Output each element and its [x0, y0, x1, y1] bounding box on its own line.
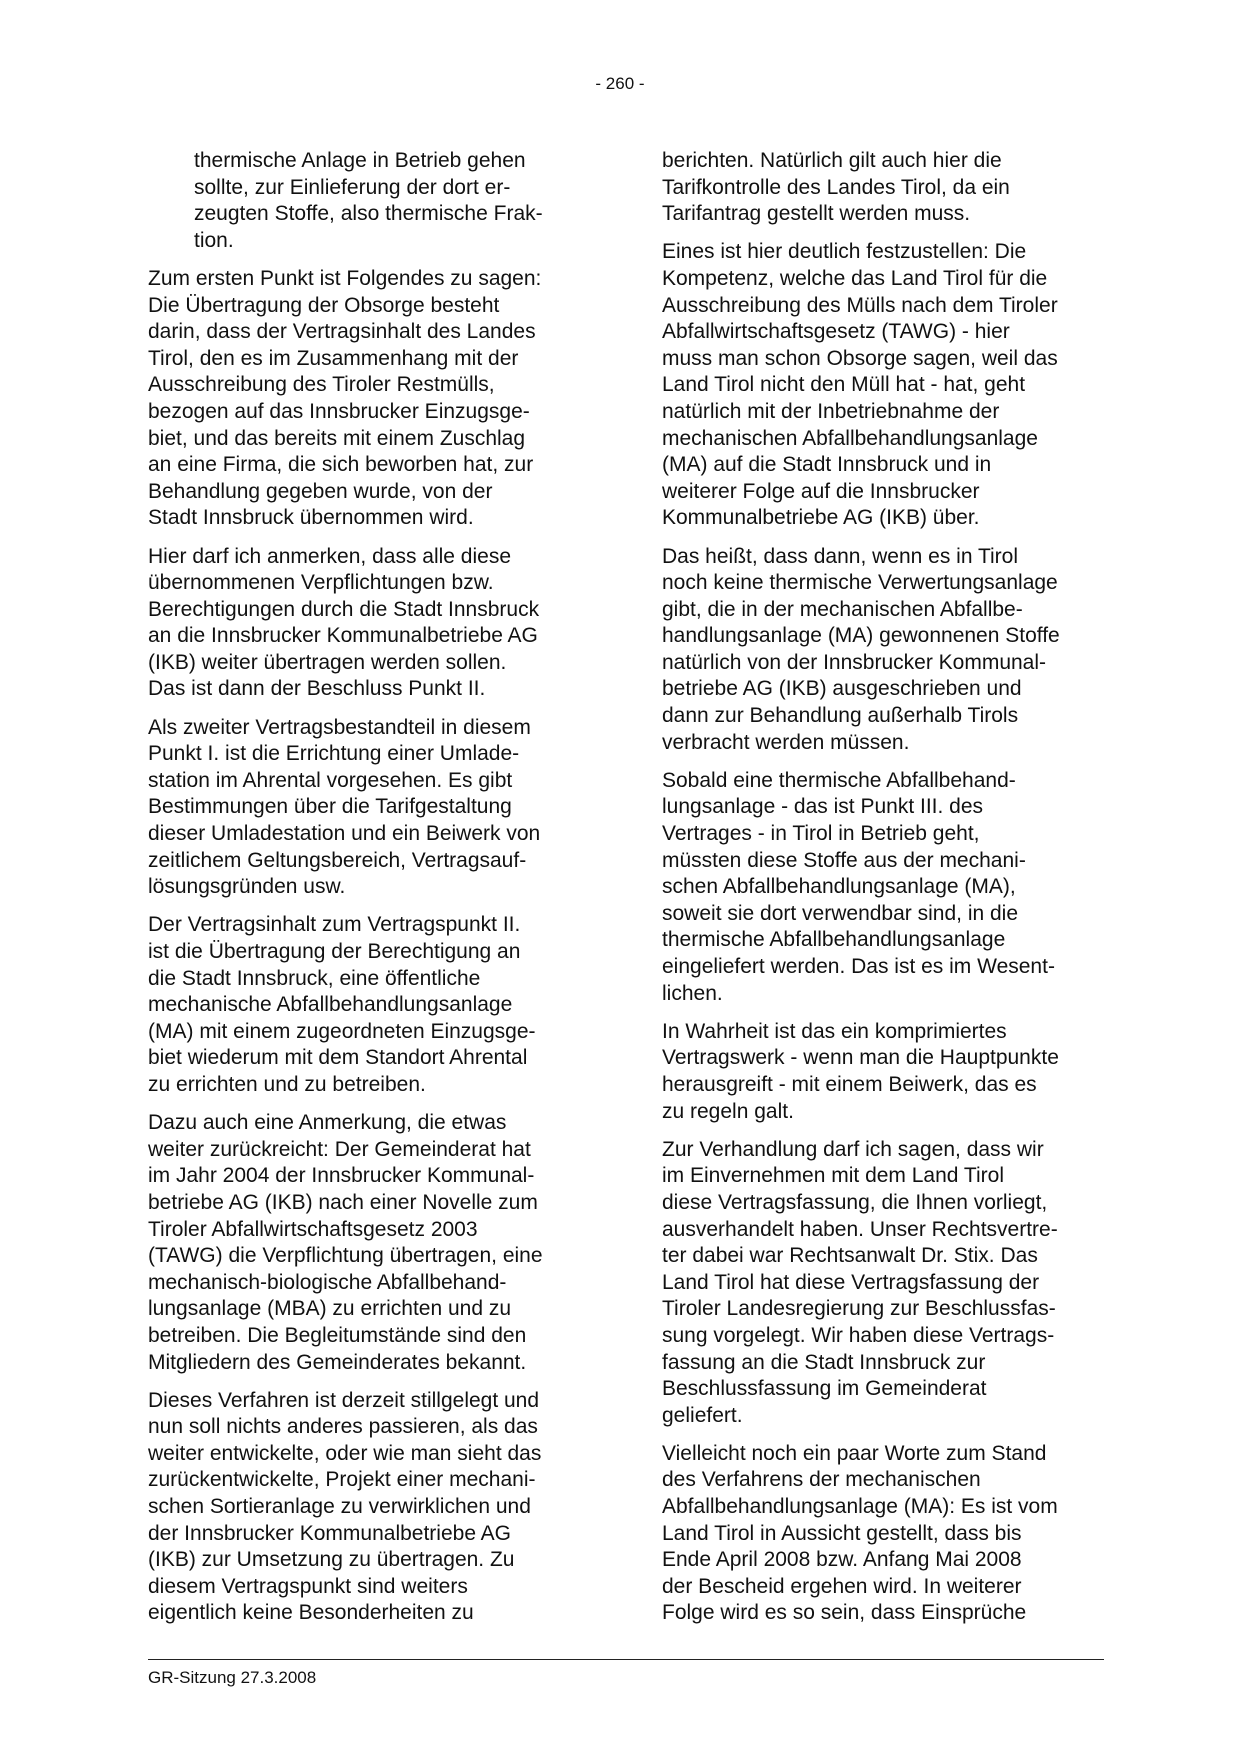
- text-line: muss man schon Obsorge sagen, weil das: [662, 346, 1058, 370]
- text-line: weiter zurückreicht: Der Gemeinderat hat: [148, 1137, 531, 1161]
- text-line: eigentlich keine Besonderheiten zu: [148, 1601, 474, 1625]
- text-line: zu regeln galt.: [662, 1099, 794, 1123]
- text-line: station im Ahrental vorgesehen. Es gibt: [148, 768, 513, 792]
- text-line: Stadt Innsbruck übernommen wird.: [148, 506, 474, 530]
- paragraph: [662, 148, 1112, 228]
- text-line: mechanischen Abfallbehandlungsanlage: [662, 426, 1038, 450]
- text-line: Dazu auch eine Anmerkung, die etwas: [148, 1111, 507, 1135]
- text-line: ter dabei war Rechtsanwalt Dr. Stix. Das: [662, 1244, 1038, 1268]
- text-line: mechanische Abfallbehandlungsanlage: [148, 993, 513, 1017]
- text-line: gibt, die in der mechanischen Abfallbe-: [662, 597, 1023, 621]
- text-line: weiterer Folge auf die Innsbrucker: [662, 479, 980, 503]
- text-line: ist die Übertragung der Berechtigung an: [148, 940, 521, 963]
- text-line: übernommenen Verpflichtungen bzw.: [148, 571, 494, 595]
- page-number: - 260 -: [595, 74, 645, 93]
- text-line: zurückentwickelte, Projekt einer mechani-: [148, 1468, 536, 1492]
- text-line: dieser Umladestation und ein Beiwerk von: [148, 822, 541, 846]
- text-line: soweit sie dort verwendbar sind, in die: [662, 901, 1019, 925]
- text-line: lungsanlage (MBA) zu errichten und zu: [148, 1297, 512, 1321]
- text-line: zu errichten und zu betreiben.: [148, 1072, 426, 1096]
- text-line: Sobald eine thermische Abfallbehand-: [662, 768, 1016, 792]
- text-line: herausgreift - mit einem Beiwerk, das es: [662, 1072, 1037, 1096]
- text-line: nun soll nichts anderes passieren, als das: [148, 1415, 538, 1439]
- text-line: betriebe AG (IKB) ausgeschrieben und: [662, 677, 1022, 701]
- text-line: diesem Vertragspunkt sind weiters: [148, 1574, 468, 1598]
- text-line: diese Vertragsfassung, die Ihnen vorliegt,: [662, 1190, 1048, 1214]
- text-line: darin, dass der Vertragsinhalt des Landes: [148, 320, 536, 344]
- paragraph: [662, 1441, 1112, 1627]
- text-line: Vertrages - in Tirol in Betrieb geht,: [662, 822, 980, 846]
- text-line: Zum ersten Punkt ist Folgendes zu sagen:: [148, 266, 542, 290]
- text-line: handlungsanlage (MA) gewonnenen Stoffe: [662, 624, 1060, 648]
- text-line: (TAWG) die Verpflichtung übertragen, eine: [148, 1244, 543, 1268]
- text-line: lösungsgründen usw.: [148, 875, 346, 899]
- text-line: Tarifkontrolle des Landes Tirol, da ein: [662, 175, 1010, 199]
- paragraph: [662, 239, 1112, 532]
- text-line: Land Tirol in Aussicht gestellt, dass bis: [662, 1521, 1022, 1545]
- text-line: (IKB) weiter übertragen werden sollen.: [148, 650, 507, 674]
- text-line: Hier darf ich anmerken, dass alle diese: [148, 544, 512, 568]
- text-line: Tiroler Abfallwirtschaftsgesetz 2003: [148, 1217, 478, 1241]
- text-line: des Verfahrens der mechanischen: [662, 1468, 981, 1492]
- text-line: Vielleicht noch ein paar Worte zum Stand: [662, 1441, 1047, 1465]
- text-line: der Innsbrucker Kommunalbetriebe AG: [148, 1521, 512, 1545]
- text-line: Kompetenz, welche das Land Tirol für die: [662, 266, 1048, 290]
- text-line: Die Übertragung der Obsorge besteht: [148, 293, 500, 317]
- paragraph: [662, 768, 1112, 1007]
- text-line: die Stadt Innsbruck, eine öffentliche: [148, 966, 481, 990]
- text-line: noch keine thermische Verwertungsanlage: [662, 571, 1058, 595]
- text-line: zeugten Stoffe, also thermische Frak-: [194, 202, 543, 226]
- text-line: thermische Anlage in Betrieb gehen: [194, 149, 526, 172]
- text-line: Land Tirol nicht den Müll hat - hat, geht: [662, 373, 1026, 397]
- paragraph: [148, 1388, 598, 1627]
- text-line: schen Sortieranlage zu verwirklichen und: [148, 1495, 531, 1519]
- text-line: weiter entwickelte, oder wie man sieht das: [148, 1441, 542, 1465]
- text-line: an die Innsbrucker Kommunalbetriebe AG: [148, 624, 538, 648]
- right-column: [662, 148, 1112, 1639]
- text-line: schen Abfallbehandlungsanlage (MA),: [662, 875, 1016, 899]
- text-line: im Einvernehmen mit dem Land Tirol: [662, 1164, 1004, 1188]
- text-line: Ausschreibung des Tiroler Restmülls,: [148, 373, 495, 397]
- text-line: fassung an die Stadt Innsbruck zur: [662, 1350, 986, 1374]
- paragraph: [148, 715, 598, 901]
- text-line: an eine Firma, die sich beworben hat, zur: [148, 453, 534, 477]
- text-line: thermische Abfallbehandlungsanlage: [662, 928, 1006, 952]
- text-line: Beschlussfassung im Gemeinderat: [662, 1377, 987, 1401]
- text-line: Der Vertragsinhalt zum Vertragspunkt II.: [148, 913, 521, 937]
- text-line: Als zweiter Vertragsbestandteil in diesem: [148, 715, 531, 739]
- text-line: im Jahr 2004 der Innsbrucker Kommunal-: [148, 1164, 535, 1188]
- text-line: Behandlung gegeben wurde, von der: [148, 479, 493, 503]
- text-line: Abfallwirtschaftsgesetz (TAWG) - hier: [662, 320, 1010, 344]
- text-line: eingeliefert werden. Das ist es im Wesent-: [662, 955, 1055, 978]
- text-line: mechanisch-biologische Abfallbehand-: [148, 1270, 507, 1294]
- footer-divider: [148, 1659, 1104, 1660]
- text-line: sollte, zur Einlieferung der dort er-: [194, 175, 511, 199]
- text-line: Ausschreibung des Mülls nach dem Tiroler: [662, 293, 1058, 317]
- text-line: betreiben. Die Begleitumstände sind den: [148, 1323, 527, 1347]
- text-line: biet, und das bereits mit einem Zuschlag: [148, 426, 526, 450]
- text-line: Das heißt, dass dann, wenn es in Tirol: [662, 544, 1019, 568]
- text-line: Punkt I. ist die Errichtung einer Umlade-: [148, 742, 520, 766]
- text-line: berichten. Natürlich gilt auch hier die: [662, 149, 1002, 172]
- indented-paragraph: [148, 148, 598, 254]
- text-line: Tiroler Landesregierung zur Beschlussfas-: [662, 1297, 1056, 1321]
- text-line: Zur Verhandlung darf ich sagen, dass wir: [662, 1137, 1044, 1161]
- text-line: Berechtigungen durch die Stadt Innsbruck: [148, 597, 540, 621]
- text-line: müssten diese Stoffe aus der mechani-: [662, 848, 1026, 872]
- paragraph: [662, 1019, 1112, 1125]
- text-line: ausverhandelt haben. Unser Rechtsvertre-: [662, 1217, 1058, 1241]
- paragraph: [148, 1110, 598, 1376]
- text-line: Tirol, den es im Zusammenhang mit der: [148, 346, 519, 370]
- text-line: verbracht werden müssen.: [662, 730, 910, 754]
- text-line: Kommunalbetriebe AG (IKB) über.: [662, 506, 980, 530]
- text-line: Abfallbehandlungsanlage (MA): Es ist vom: [662, 1495, 1058, 1519]
- text-line: Land Tirol hat diese Vertragsfassung der: [662, 1270, 1040, 1294]
- text-line: (MA) auf die Stadt Innsbruck und in: [662, 453, 992, 477]
- text-line: dann zur Behandlung außerhalb Tirols: [662, 704, 1019, 728]
- text-line: In Wahrheit ist das ein komprimiertes: [662, 1019, 1007, 1043]
- text-line: (IKB) zur Umsetzung zu übertragen. Zu: [148, 1548, 515, 1572]
- text-line: Mitgliedern des Gemeinderates bekannt.: [148, 1350, 527, 1374]
- text-line: der Bescheid ergehen wird. In weiterer: [662, 1574, 1022, 1598]
- text-line: lichen.: [662, 981, 723, 1005]
- left-column: [148, 148, 598, 1639]
- text-line: natürlich mit der Inbetriebnahme der: [662, 399, 1000, 423]
- text-line: Dieses Verfahren ist derzeit stillgelegt und: [148, 1388, 540, 1412]
- paragraph: [662, 1137, 1112, 1430]
- text-line: betriebe AG (IKB) nach einer Novelle zum: [148, 1190, 538, 1214]
- text-line: sung vorgelegt. Wir haben diese Vertrags-: [662, 1323, 1055, 1347]
- paragraph: [148, 544, 598, 704]
- text-line: tion.: [194, 228, 234, 252]
- text-line: Folge wird es so sein, dass Einsprüche: [662, 1601, 1027, 1625]
- text-line: (MA) mit einem zugeordneten Einzugsge-: [148, 1019, 536, 1043]
- text-line: Vertragswerk - wenn man die Hauptpunkte: [662, 1046, 1059, 1070]
- text-line: biet wiederum mit dem Standort Ahrental: [148, 1046, 528, 1070]
- text-line: Das ist dann der Beschluss Punkt II.: [148, 677, 486, 701]
- text-line: Bestimmungen über die Tarifgestaltung: [148, 795, 512, 819]
- footer-session-date: GR-Sitzung 27.3.2008: [148, 1668, 317, 1687]
- text-line: bezogen auf das Innsbrucker Einzugsge-: [148, 399, 530, 423]
- paragraph: [662, 544, 1112, 757]
- text-line: natürlich von der Innsbrucker Kommunal-: [662, 650, 1047, 674]
- text-line: Eines ist hier deutlich festzustellen: Die: [662, 240, 1027, 264]
- text-line: zeitlichem Geltungsbereich, Vertragsauf-: [148, 848, 527, 872]
- text-line: Ende April 2008 bzw. Anfang Mai 2008: [662, 1548, 1022, 1572]
- text-line: lungsanlage - das ist Punkt III. des: [662, 795, 984, 819]
- paragraph: [148, 266, 598, 532]
- text-line: geliefert.: [662, 1403, 743, 1427]
- text-line: Tarifantrag gestellt werden muss.: [662, 202, 971, 226]
- paragraph: [148, 912, 598, 1098]
